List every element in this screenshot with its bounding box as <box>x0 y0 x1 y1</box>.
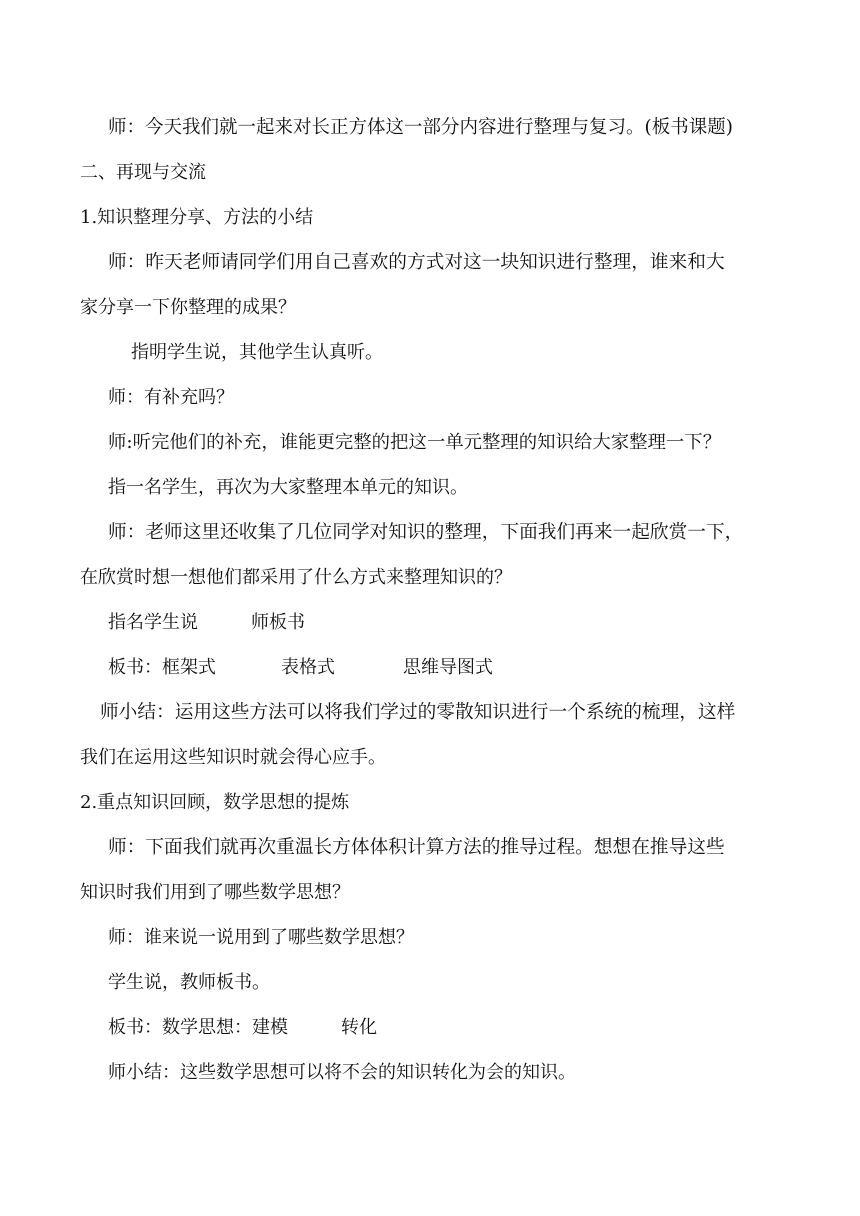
section-heading: 二、再现与交流 <box>80 162 206 183</box>
subsection-heading: 1.知识整理分享、方法的小结 <box>80 207 314 228</box>
paragraph-line: 师：昨天老师请同学们用自己喜欢的方式对这一块知识进行整理，谁来和大 <box>108 252 725 273</box>
paragraph-line: 师小结：运用这些方法可以将我们学过的零散知识进行一个系统的梳理，这样 <box>100 702 736 723</box>
paragraph-line: 师板书 <box>251 612 305 633</box>
paragraph-line: 我们在运用这些知识时就会得心应手。 <box>80 747 386 768</box>
paragraph-line: 师:听完他们的补充，谁能更完整的把这一单元整理的知识给大家整理一下？ <box>108 432 722 453</box>
board-writing-line: 板书：框架式 <box>108 657 216 678</box>
paragraph-line: 师小结：这些数学思想可以将不会的知识转化为会的知识。 <box>108 1062 576 1083</box>
paragraph-line: 家分享一下你整理的成果？ <box>80 297 296 318</box>
board-writing-item: 转化 <box>341 1017 377 1038</box>
paragraph-line: 师：下面我们就再次重温长方体体积计算方法的推导过程。想想在推导这些 <box>108 837 725 858</box>
board-writing-item: 思维导图式 <box>403 657 493 678</box>
paragraph-line: 师：今天我们就一起来对长正方体这一部分内容进行整理与复习。(板书课题) <box>108 117 733 138</box>
board-writing-line: 板书：数学思想：建模 <box>108 1017 288 1038</box>
paragraph-line: 指明学生说，其他学生认真听。 <box>131 342 383 363</box>
paragraph-line: 师：谁来说一说用到了哪些数学思想？ <box>108 927 414 948</box>
paragraph-line: 师：有补充吗？ <box>108 387 234 408</box>
paragraph-line: 学生说，教师板书。 <box>108 972 270 993</box>
board-writing-item: 表格式 <box>281 657 335 678</box>
paragraph-line: 在欣赏时想一想他们都采用了什么方式来整理知识的？ <box>80 567 512 588</box>
subsection-heading: 2.重点知识回顾，数学思想的提炼 <box>80 792 350 813</box>
paragraph-line: 师：老师这里还收集了几位同学对知识的整理，下面我们再来一起欣赏一下， <box>108 522 744 543</box>
paragraph-line: 指一名学生，再次为大家整理本单元的知识。 <box>108 477 468 498</box>
paragraph-line: 指名学生说 <box>108 612 198 633</box>
paragraph-line: 知识时我们用到了哪些数学思想？ <box>80 882 350 903</box>
